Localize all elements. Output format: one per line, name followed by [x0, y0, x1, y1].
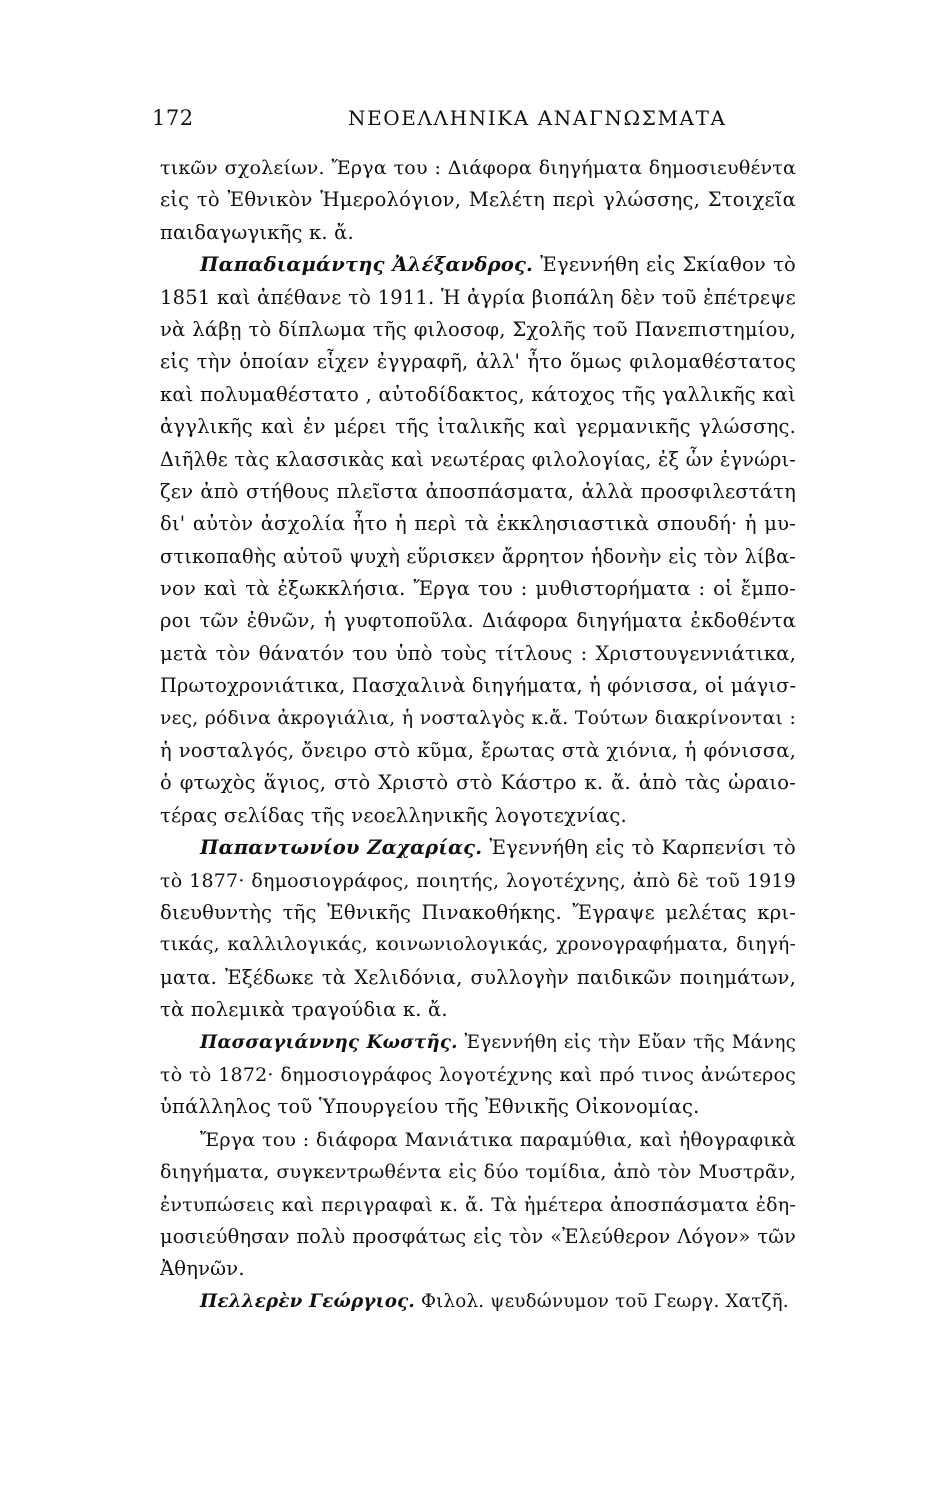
- text-line: [160, 605, 796, 637]
- text-line: [160, 865, 796, 897]
- line-text: Διῆλθε τὰς κλασσικὰς καὶ νεωτέρας φιλολογίας, ἐξ ὧν ἐγνώρι-: [160, 447, 796, 471]
- text-line: [160, 767, 796, 799]
- line-text: ροι τῶν ἐθνῶν, ἡ γυφτοποῦλα. Διάφορα διηγήματα ἐκδοθέντα: [160, 609, 796, 633]
- text-line: [160, 152, 796, 184]
- text-line: [160, 1253, 796, 1285]
- page-number: 172: [152, 106, 194, 130]
- line-text: τὸ τὸ 1872· δημοσιογράφος λογοτέχνης καὶ πρό τινος ἀνώτερος: [160, 1063, 796, 1086]
- text-line: [160, 962, 796, 994]
- line-text: τικῶν σχολείων. Ἔργα του : Διάφορα διηγήματα δημοσιευθέντα: [160, 157, 796, 179]
- line-text: Ἐγεννήθη εἰς τὴν Εὔαν τῆς Μάνης: [457, 1031, 796, 1053]
- text-line: [160, 638, 796, 670]
- text-line: [160, 1059, 796, 1091]
- line-text: δι' αὐτὸν ἀσχολία ἦτο ἡ περὶ τὰ ἐκκλησιαστικὰ σπουδή· ἡ μυ-: [160, 512, 796, 536]
- text-line: [160, 282, 796, 314]
- line-text: ἐντυπώσεις καὶ περιγραφαὶ κ. ἄ. Τὰ ἡμέτερα ἀποσπάσματα ἐδη-: [160, 1193, 796, 1216]
- line-text: ὁ φτωχὸς ἅγιος, στὸ Χριστὸ στὸ Κάστρο κ. ἄ. ἀπὸ τὰς ὡραιο-: [160, 771, 796, 795]
- line-text: Ἐγεννήθη εἰς τὸ Καρπενίσι τὸ: [482, 836, 796, 860]
- text-line: [160, 670, 796, 702]
- text-line: [160, 508, 796, 540]
- line-text: 1851 καὶ ἀπέθανε τὸ 1911. Ἡ ἀγρία βιοπάλη δὲν τοῦ ἐπέτρεψε: [160, 285, 796, 309]
- line-text: ἀγγλικῆς καὶ ἐν μέρει τῆς ἰταλικῆς καὶ γερμανικῆς γλώσσης.: [160, 415, 796, 439]
- text-line: [160, 1156, 796, 1188]
- text-line: [160, 541, 796, 573]
- text-line: [160, 184, 796, 216]
- line-text: Πρωτοχρονιάτικα, Πασχαλινὰ διηγήματα, ἡ φόνισσα, οἱ μάγισ-: [160, 674, 797, 698]
- text-line: [160, 929, 796, 961]
- line-text: τὸ 1877· δημοσιογράφος, ποιητής, λογοτέχνης, ἀπὸ δὲ τοῦ 1919: [160, 869, 796, 892]
- text-line: [160, 1221, 796, 1253]
- line-text: στικοπαθὴς αὐτοῦ ψυχὴ εὕρισκεν ἄρρητον ἡδονὴν εἰς τὸν λίβα-: [160, 544, 796, 568]
- page-header: [148, 100, 738, 134]
- line-text: παιδαγωγικῆς κ. ἄ.: [160, 220, 354, 244]
- text-line: [160, 217, 796, 249]
- line-text: νες, ρόδινα ἀκρογιάλια, ἡ νοσταλγὸς κ.ἄ. Τούτων διακρίνονται :: [160, 707, 796, 729]
- line-text: ματα. Ἐξέδωκε τὰ Χελιδόνια, συλλογὴν παιδικῶν ποιημάτων,: [160, 965, 796, 989]
- line-text: μοσιεύθησαν πολὺ προσφάτως εἰς τὸν «Ἐλεύθερον Λόγον» τῶν: [160, 1224, 796, 1248]
- line-text: καὶ πολυμαθέστατο , αὐτοδίδακτος, κάτοχος τῆς γαλλικῆς καὶ: [160, 382, 796, 406]
- text-line: [160, 1091, 796, 1123]
- author-name: Παπαδιαμάντης Ἀλέξανδρος.: [200, 253, 534, 277]
- line-text: διηγήματα, συγκεντρωθέντα εἰς δύο τομίδια, ἀπὸ τὸν Μυστρᾶν,: [160, 1161, 796, 1184]
- running-title: ΝΕΟΕΛΛΗΝΙΚΑ ΑΝΑΓΝΩΣΜΑΤΑ: [348, 106, 727, 130]
- line-text: νον καὶ τὰ ἐξωκκλήσια. Ἔργα του : μυθιστορήματα : οἱ ἔμπο-: [160, 577, 796, 601]
- text-line: [160, 897, 796, 929]
- text-line: [160, 994, 796, 1026]
- text-line: [160, 735, 796, 767]
- line-text: Ἔργα του : διάφορα Μανιάτικα παραμύθια, καὶ ἠθογραφικὰ: [200, 1128, 796, 1151]
- line-text: τὰ πολεμικὰ τραγούδια κ. ἄ.: [160, 998, 448, 1022]
- line-text: ὑπάλληλος τοῦ Ὑπουργείου τῆς Ἐθνικῆς Οἰκονομίας.: [160, 1095, 700, 1119]
- line-text: Ἀθηνῶν.: [160, 1257, 245, 1281]
- text-line: [160, 573, 796, 605]
- line-text: εἰς τὸ Ἐθνικὸν Ἡμερολόγιον, Μελέτη περὶ γλώσσης, Στοιχεῖα: [160, 188, 796, 212]
- text-line: [160, 476, 796, 508]
- text-line: [160, 379, 796, 411]
- line-text: Ἐγεννήθη εἰς Σκίαθον τὸ: [533, 253, 796, 277]
- text-line: [160, 1124, 796, 1156]
- entry-heading-line: [160, 249, 796, 281]
- text-line: [160, 314, 796, 346]
- text-line: [160, 703, 796, 735]
- text-line: [160, 1189, 796, 1221]
- text-line: [160, 444, 796, 476]
- author-name: Παπαντωνίου Ζαχαρίας.: [200, 836, 483, 860]
- entry-heading-line: [160, 1027, 796, 1059]
- entry-heading-line: [160, 832, 796, 864]
- text-line: [160, 346, 796, 378]
- line-text: διευθυντὴς τῆς Ἐθνικῆς Πινακοθήκης. Ἔγραψε μελέτας κρι-: [160, 900, 796, 924]
- line-text: μετὰ τὸν θάνατόν του ὑπὸ τοὺς τίτλους : Χριστουγεννιάτικα,: [160, 641, 796, 665]
- text-line: [160, 411, 796, 443]
- text-line: [160, 800, 796, 832]
- line-text: νὰ λάβῃ τὸ δίπλωμα τῆς φιλοσοφ, Σχολῆς τοῦ Πανεπιστημίου,: [160, 317, 796, 341]
- entry-heading-line: [160, 1286, 796, 1318]
- author-name: Πελλερὲν Γεώργιος.: [200, 1290, 415, 1312]
- author-name: Πασσαγιάννης Κωστῆς.: [200, 1031, 458, 1053]
- line-text: Φιλολ. ψευδώνυμον τοῦ Γεωργ. Χατζῆ.: [414, 1290, 789, 1312]
- line-text: τικάς, καλλιλογικάς, κοινωνιολογικάς, χρονογραφήματα, διηγή-: [160, 934, 796, 956]
- line-text: ἡ νοσταλγός, ὄνειρο στὸ κῦμα, ἔρωτας στὰ χιόνια, ἡ φόνισσα,: [160, 739, 796, 763]
- line-text: τέρας σελίδας τῆς νεοελληνικῆς λογοτεχνίας.: [160, 803, 627, 827]
- line-text: εἰς τὴν ὁποίαν εἶχεν ἐγγραφῆ, ἀλλ' ἦτο ὅμως φιλομαθέστατος: [160, 350, 796, 374]
- body-text: [160, 152, 796, 1318]
- line-text: ζεν ἀπὸ στήθους πλεῖστα ἀποσπάσματα, ἀλλὰ προσφιλεστάτη: [160, 479, 796, 503]
